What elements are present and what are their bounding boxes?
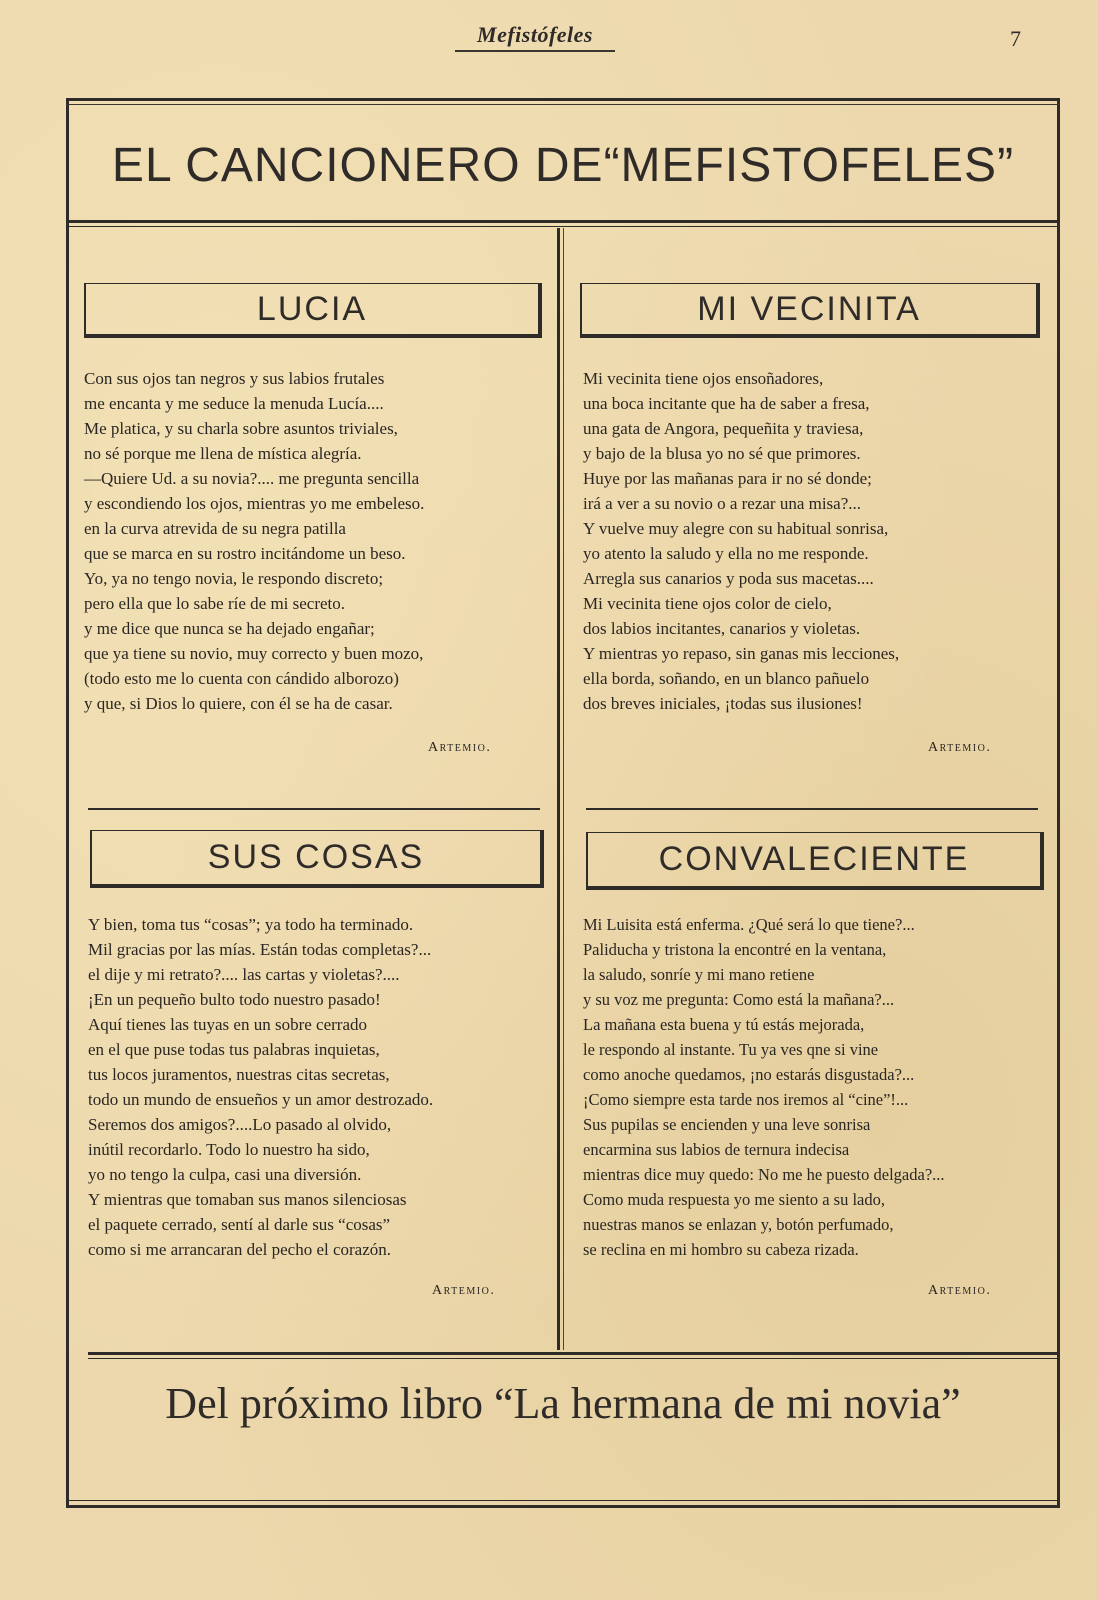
poem-line: Con sus ojos tan negros y sus labios frutales [84, 369, 385, 388]
poem-line: dos breves iniciales, ¡todas sus ilusiones! [583, 694, 863, 713]
frame-inner-rule [66, 104, 1060, 105]
poem-title: MI VECINITA [697, 289, 921, 328]
poem-line: Sus pupilas se encienden y una leve sonrisa [583, 1115, 871, 1134]
poem-line: inútil recordarlo. Todo lo nuestro ha sido, [88, 1140, 370, 1159]
poem-line: que se marca en su rostro incitándome un beso. [84, 544, 406, 563]
poem-line: —Quiere Ud. a su novia?.... me pregunta sencilla [84, 469, 420, 488]
poem-line: en el que puse todas tus palabras inquietas, [88, 1040, 380, 1059]
poem-line: tus locos juramentos, nuestras citas secretas, [88, 1065, 390, 1084]
poem-line: una boca incitante que ha de saber a fresa, [583, 394, 870, 413]
poem-line: Y vuelve muy alegre con su habitual sonrisa, [583, 519, 889, 538]
poem-line: Me platica, y su charla sobre asuntos triviales, [84, 419, 398, 438]
poem-line: Paliducha y tristona la encontré en la ventana, [583, 940, 887, 959]
poem-title-box-sus-cosas [90, 830, 544, 888]
publication-underline [455, 50, 615, 52]
poem-line: como anoche quedamos, ¡no estarás disgustada?... [583, 1065, 915, 1084]
poem-title-box-lucia [84, 283, 542, 338]
poem-line: (todo esto me lo cuenta con cándido alborozo) [84, 669, 399, 688]
title-rule [66, 220, 1060, 223]
row-rule-left [88, 808, 540, 810]
bottom-rule [66, 1500, 1060, 1501]
poem-line: Mi Luisita está enferma. ¿Qué será lo que tiene?... [583, 915, 915, 934]
poem-line: pero ella que lo sabe ríe de mi secreto. [84, 594, 346, 613]
poem-line: Arregla sus canarios y poda sus macetas.... [583, 569, 874, 588]
poem-line: como si me arrancaran del pecho el corazón. [88, 1240, 392, 1259]
poem-line: y que, si Dios lo quiere, con él se ha de casar. [84, 694, 393, 713]
footer-rule-thin [88, 1358, 1060, 1359]
poem-line: todo un mundo de ensueños y un amor destrozado. [88, 1090, 434, 1109]
poem-lucia [84, 366, 424, 716]
row-rule-right [586, 808, 1038, 810]
poem-line: el paquete cerrado, sentí al darle sus “cosas” [88, 1215, 391, 1234]
poem-title: SUS COSAS [207, 838, 425, 876]
poem-line: nuestras manos se enlazan y, botón perfumado, [583, 1215, 894, 1234]
poem-line: le respondo al instante. Tu ya ves qne si vine [583, 1040, 879, 1059]
poem-line: y su voz me pregunta: Como está la mañana?... [583, 990, 895, 1009]
poem-line: se reclina en mi hombro su cabeza rizada. [583, 1240, 859, 1259]
poem-line: Mi vecinita tiene ojos color de cielo, [583, 594, 832, 613]
poem-sus-cosas [88, 912, 433, 1262]
running-header [0, 22, 1098, 52]
poem-line: que ya tiene su novio, muy correcto y buen mozo, [84, 644, 424, 663]
column-divider-thin [563, 228, 564, 1350]
poem-line: mientras dice muy quedo: No me he puesto delgada?... [583, 1165, 945, 1184]
poem-line: encarmina sus labios de ternura indecisa [583, 1140, 850, 1159]
forthcoming-book-note: Del próximo libro “La hermana de mi novia” [165, 1379, 961, 1428]
poem-title-box-convaleciente [586, 832, 1044, 890]
poem-line: Mi vecinita tiene ojos ensoñadores, [583, 369, 824, 388]
poem-line: y me dice que nunca se ha dejado engañar; [84, 619, 375, 638]
poem-line: Aquí tienes las tuyas en un sobre cerrado [88, 1015, 367, 1034]
title-rule-thin [66, 226, 1060, 227]
section-title: EL CANCIONERO DE“MEFISTOFELES” [111, 139, 1015, 192]
page-number: 7 [1010, 26, 1021, 51]
poem-line: Huye por las mañanas para ir no sé donde; [583, 469, 872, 488]
poem-line: yo atento la saludo y ella no me responde. [583, 544, 869, 563]
poem-line: la saludo, sonríe y mi mano retiene [583, 965, 815, 984]
column-divider [557, 228, 560, 1350]
poem-line: Yo, ya no tengo novia, le respondo discreto; [84, 569, 384, 588]
poem-line: La mañana esta buena y tú estás mejorada, [583, 1015, 865, 1034]
poem-mi-vecinita [583, 366, 899, 716]
poem-author: Artemio. [928, 1283, 992, 1298]
poem-line: Y bien, toma tus “cosas”; ya todo ha terminado. [88, 915, 414, 934]
poem-line: una gata de Angora, pequeñita y traviesa, [583, 419, 864, 438]
poem-line: no sé porque me llena de mística alegría. [84, 444, 362, 463]
poem-line: ella borda, soñando, en un blanco pañuelo [583, 669, 870, 688]
poem-line: y escondiendo los ojos, mientras yo me embeleso. [84, 494, 425, 513]
poem-line: me encanta y me seduce la menuda Lucía.... [84, 394, 384, 413]
footer-rule [88, 1352, 1060, 1355]
poem-line: yo no tengo la culpa, casi una diversión. [88, 1165, 362, 1184]
publication-name: Mefistófeles [477, 22, 593, 47]
poem-title: CONVALECIENTE [658, 840, 970, 878]
poem-convaleciente [583, 912, 945, 1262]
poem-title: LUCIA [256, 289, 368, 328]
poem-author: Artemio. [428, 740, 492, 755]
poem-line: ¡En un pequeño bulto todo nuestro pasado! [88, 990, 381, 1009]
poem-line: y bajo de la blusa yo no sé que primores. [583, 444, 861, 463]
poem-line: Y mientras que tomaban sus manos silenciosas [88, 1190, 407, 1209]
poem-author: Artemio. [928, 740, 992, 755]
poem-line: Y mientras yo repaso, sin ganas mis lecciones, [583, 644, 900, 663]
poem-line: ¡Como siempre esta tarde nos iremos al “cine”!... [583, 1090, 909, 1109]
poem-line: dos labios incitantes, canarios y violetas. [583, 619, 861, 638]
poem-author: Artemio. [432, 1283, 496, 1298]
poem-line: Mil gracias por las mías. Están todas completas?... [88, 940, 432, 959]
poem-line: en la curva atrevida de su negra patilla [84, 519, 346, 538]
poem-line: Seremos dos amigos?....Lo pasado al olvido, [88, 1115, 392, 1134]
poem-title-box-mi-vecinita [580, 283, 1040, 338]
poem-line: Como muda respuesta yo me siento a su lado, [583, 1190, 885, 1209]
poem-line: el dije y mi retrato?.... las cartas y violetas?.... [88, 965, 400, 984]
poem-line: irá a ver a su novio o a rezar una misa?... [583, 494, 862, 513]
